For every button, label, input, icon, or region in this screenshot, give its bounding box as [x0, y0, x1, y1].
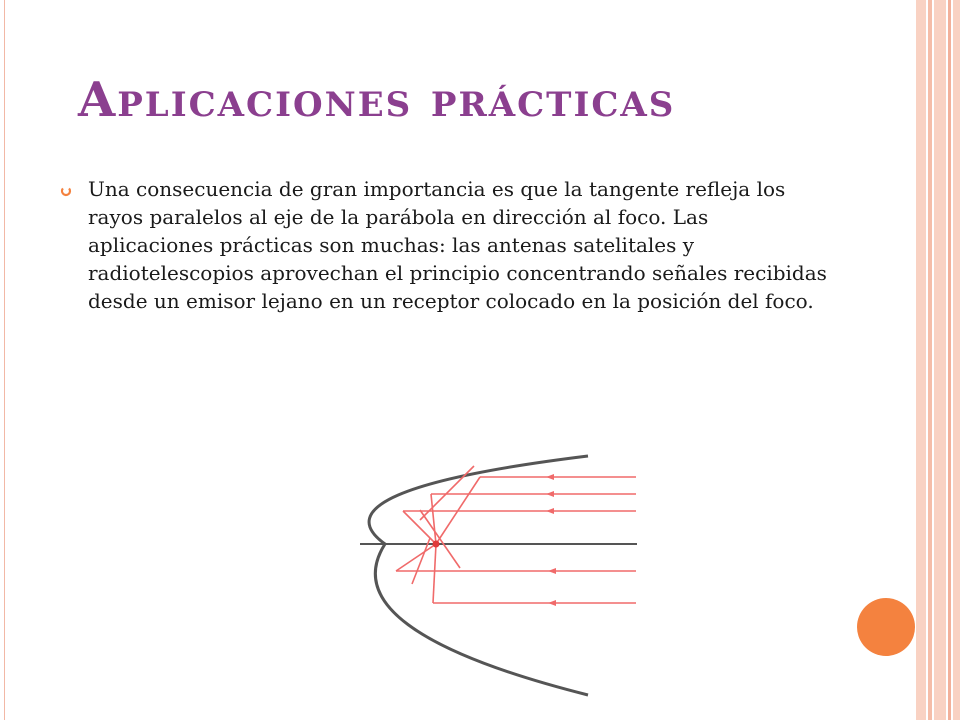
- right-stripe: [928, 0, 932, 720]
- ray-arrow: [546, 474, 554, 480]
- reflected-ray: [431, 494, 436, 544]
- tangent-line: [420, 510, 460, 568]
- parabola-reflection-icon: [340, 440, 660, 710]
- bullet-icon: [60, 185, 72, 197]
- ray-arrow: [548, 600, 556, 606]
- right-stripe: [948, 0, 951, 720]
- left-border-line: [4, 0, 5, 720]
- tangent-line: [420, 466, 474, 520]
- decorative-circle: [857, 598, 915, 656]
- focus-point: [433, 541, 440, 548]
- ray-arrow: [546, 508, 554, 514]
- right-stripe: [934, 0, 946, 720]
- reflected-ray: [403, 511, 436, 544]
- right-stripe: [953, 0, 960, 720]
- reflected-ray: [396, 544, 436, 571]
- parabola-curve: [369, 456, 588, 695]
- ray-arrow: [548, 568, 556, 574]
- reflected-ray: [433, 544, 436, 603]
- right-stripe: [916, 0, 926, 720]
- bullet-text: Una consecuencia de gran importancia es que la tangente refleja los rayos paralelos al eje de la parábola en dirección al foco. Las aplicaciones prácticas son muchas: las antenas satelitales y radiotelescopios aprovechan el principio concentrando señales recibidas desde un emisor lejano en un receptor colocado en la posición del foco.: [88, 177, 827, 313]
- ray-arrow: [546, 491, 554, 497]
- slide-title: Aplicaciones prácticas: [78, 72, 676, 128]
